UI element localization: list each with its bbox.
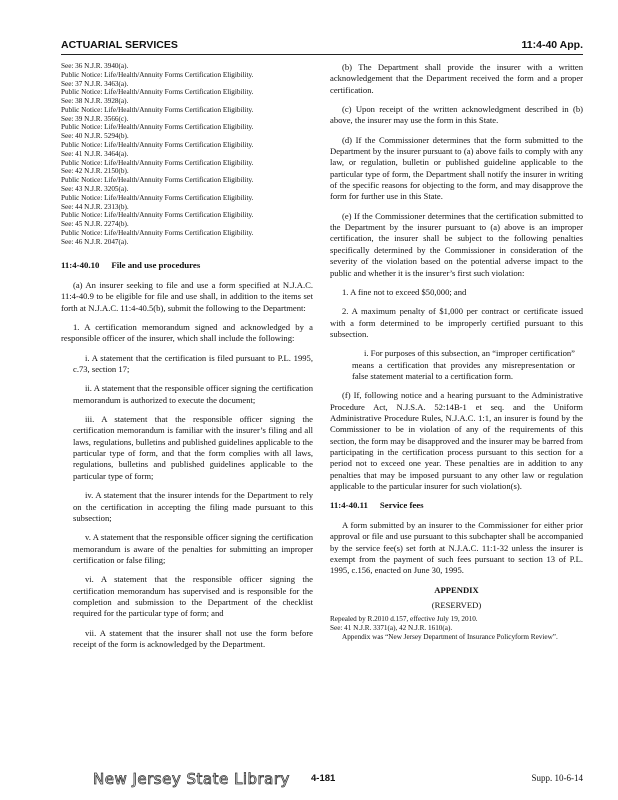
header-section-ref: 11:4-40 App. [521, 39, 583, 51]
history-notes [61, 62, 313, 246]
history-line: Public Notice: Life/Health/Annuity Forms Certification Eligibility. [61, 176, 254, 185]
appendix-status: (RESERVED) [431, 600, 482, 611]
appendix-note-repealed: Repealed by R.2010 d.157, effective July 19, 2010. [330, 615, 478, 624]
history-line: Public Notice: Life/Health/Annuity Forms Certification Eligibility. [61, 105, 254, 114]
running-header [61, 37, 583, 53]
appendix-note-former-title: Appendix was “New Jersey Department of Insurance Policyform Review”. [342, 633, 558, 642]
history-line: See: 39 N.J.R. 3566(c). [61, 114, 129, 123]
paragraph-d: (d) If the Commissioner determines that the form submitted to the Department by the insurer pursuant to (a) above fails to comply with any law, or regulation, bulletin or published guideline applicable to the particular type of form, the Department shall notify the insurer in writing of the specific reasons for objecting to the form, and may disapprove the form for further use in this State. [330, 134, 583, 202]
appendix-title: APPENDIX [434, 584, 479, 595]
history-line: See: 42 N.J.R. 2150(b). [61, 167, 129, 176]
history-line: See: 36 N.J.R. 3940(a). [61, 62, 129, 70]
paragraph-service-fees: A form submitted by an insurer to the Commissioner for either prior approval or file and use pursuant to this subchapter shall be accompanied by the service fee(s) set forth at N.J.A.C. 11:1-32 unless the insurer is exempt from the payment of such fees pursuant to section 13 of P.L. 1995, c.156, enacted on June 30, 1995. [330, 519, 583, 576]
paragraph-a1i: i. A statement that the certification is filed pursuant to P.L. 1995, c.73, section 17; [73, 352, 313, 375]
history-line: See: 37 N.J.R. 3463(a). [61, 79, 129, 88]
paragraph-a1iv: iv. A statement that the insurer intends for the Department to rely on the certification in accepting the filing made pursuant to this subsection; [73, 490, 313, 523]
history-line: Public Notice: Life/Health/Annuity Forms Certification Eligibility. [61, 158, 254, 167]
history-line: See: 43 N.J.R. 3205(a). [61, 184, 129, 193]
section-title: File and use procedures [111, 260, 201, 271]
history-line: Public Notice: Life/Health/Annuity Forms Certification Eligibility. [61, 193, 254, 202]
appendix-note-see: See: 41 N.J.R. 3371(a), 42 N.J.R. 1610(a). [330, 624, 453, 633]
page-number: 4-181 [311, 773, 336, 784]
paragraph-b: (b) The Department shall provide the insurer with a written acknowledgement that the Department received the form and a proper certification. [330, 62, 583, 95]
paragraph-c: (c) Upon receipt of the written acknowledgment described in (b) above, the insurer may use the form in this State. [330, 104, 583, 126]
paragraph-a1vi: vi. A statement that the responsible officer signing the certification memorandum has supervised and is responsible for the completion and submission to the Department of the checklist required for the particular type of form; and [73, 574, 313, 619]
section-number: 11:4-40.10 [61, 260, 100, 271]
paragraph-a1v: v. A statement that the responsible officer signing the certification memorandum is aware of the penalties for submitting an improper certification or false filing; [73, 532, 313, 565]
history-line: See: 46 N.J.R. 2047(a). [61, 237, 129, 246]
header-rule [61, 54, 583, 55]
paragraph-f: (f) If, following notice and a hearing pursuant to the Administrative Procedure Act, N.J.S.A. 52:14B-1 et seq. and the Uniform Administrative Procedure Rules, N.J.A.C. 1:1, an insurer is found by the Commissioner to be in violation of any of the requirements of this section, the form may be disapproved and the insurer may be barred from participating in the certification process pursuant to this section for a period not to exceed one year. These penalties are in addition to any penalties that may be imposed pursuant to any other law or regulation applicable to the particular insurer for such violation(s). [330, 390, 583, 491]
paragraph-a: (a) An insurer seeking to file and use a form specified at N.J.A.C. 11:4-40.9 to be eligible for file and use shall, in addition to the items set forth at N.J.A.C. 11:4-40.5(b), submit the following to the Department: [61, 280, 313, 313]
paragraph-e1: 1. A fine not to exceed $50,000; and [342, 286, 467, 297]
right-column [330, 62, 583, 642]
history-line: Public Notice: Life/Health/Annuity Forms Certification Eligibility. [61, 211, 254, 220]
library-watermark: New Jersey State Library [93, 770, 290, 788]
page-footer [61, 770, 583, 790]
paragraph-a1iii: iii. A statement that the responsible officer signing the certification memorandum is familiar with the insurer’s filing and all laws, regulations, bulletins and published guidelines applicable to the particular type of form, and that the form complies with all laws, regulations, bulletins and published guidelines applicable to the particular type of form; [73, 414, 313, 481]
paragraph-e2: 2. A maximum penalty of $1,000 per contract or certificate issued with a form determined to be improperly certified pursuant to this subsection. [330, 306, 583, 339]
history-line: See: 44 N.J.R. 2313(b). [61, 202, 129, 211]
history-line: Public Notice: Life/Health/Annuity Forms Certification Eligibility. [61, 228, 254, 237]
history-line: See: 40 N.J.R. 5294(b). [61, 132, 129, 141]
history-line: Public Notice: Life/Health/Annuity Forms Certification Eligibility. [61, 123, 254, 132]
history-line: See: 45 N.J.R. 2274(b). [61, 220, 129, 229]
paragraph-a1: 1. A certification memorandum signed and acknowledged by a responsible officer of the insurer, which shall include the following: [61, 322, 313, 344]
section-heading-4011 [330, 500, 583, 512]
paragraph-a1vii: vii. A statement that the insurer shall not use the form before receipt of the form is acknowledged by the Department. [73, 627, 313, 649]
section-number: 11:4-40.11 [330, 500, 368, 511]
paragraph-e2i: i. For purposes of this subsection, an “improper certification” means a certification that provides any misrepresentation or false statement material to a certification form. [352, 348, 575, 381]
history-line: Public Notice: Life/Health/Annuity Forms Certification Eligibility. [61, 70, 254, 79]
history-line: Public Notice: Life/Health/Annuity Forms Certification Eligibility. [61, 141, 254, 150]
paragraph-a1ii: ii. A statement that the responsible officer signing the certification memorandum is authorized to execute the document; [73, 383, 313, 405]
section-heading-4010 [61, 260, 313, 272]
paragraph-e: (e) If the Commissioner determines that the certification submitted to the Department by the insurer pursuant to (a) above is an improper certification, the insurer shall be subject to the following penalties specifically determined by the Commissioner in consideration of the severity of the violation based on the potential adverse impact to the public and whether it is the insurer’s first such violation: [330, 210, 583, 278]
history-line: See: 38 N.J.R. 3928(a). [61, 97, 129, 106]
history-line: Public Notice: Life/Health/Annuity Forms Certification Eligibility. [61, 88, 254, 97]
section-title: Service fees [379, 500, 424, 511]
left-column [61, 62, 313, 658]
history-line: See: 41 N.J.R. 3464(a). [61, 149, 129, 158]
header-title: ACTUARIAL SERVICES [61, 39, 178, 51]
supplement-date: Supp. 10-6-14 [531, 773, 583, 783]
